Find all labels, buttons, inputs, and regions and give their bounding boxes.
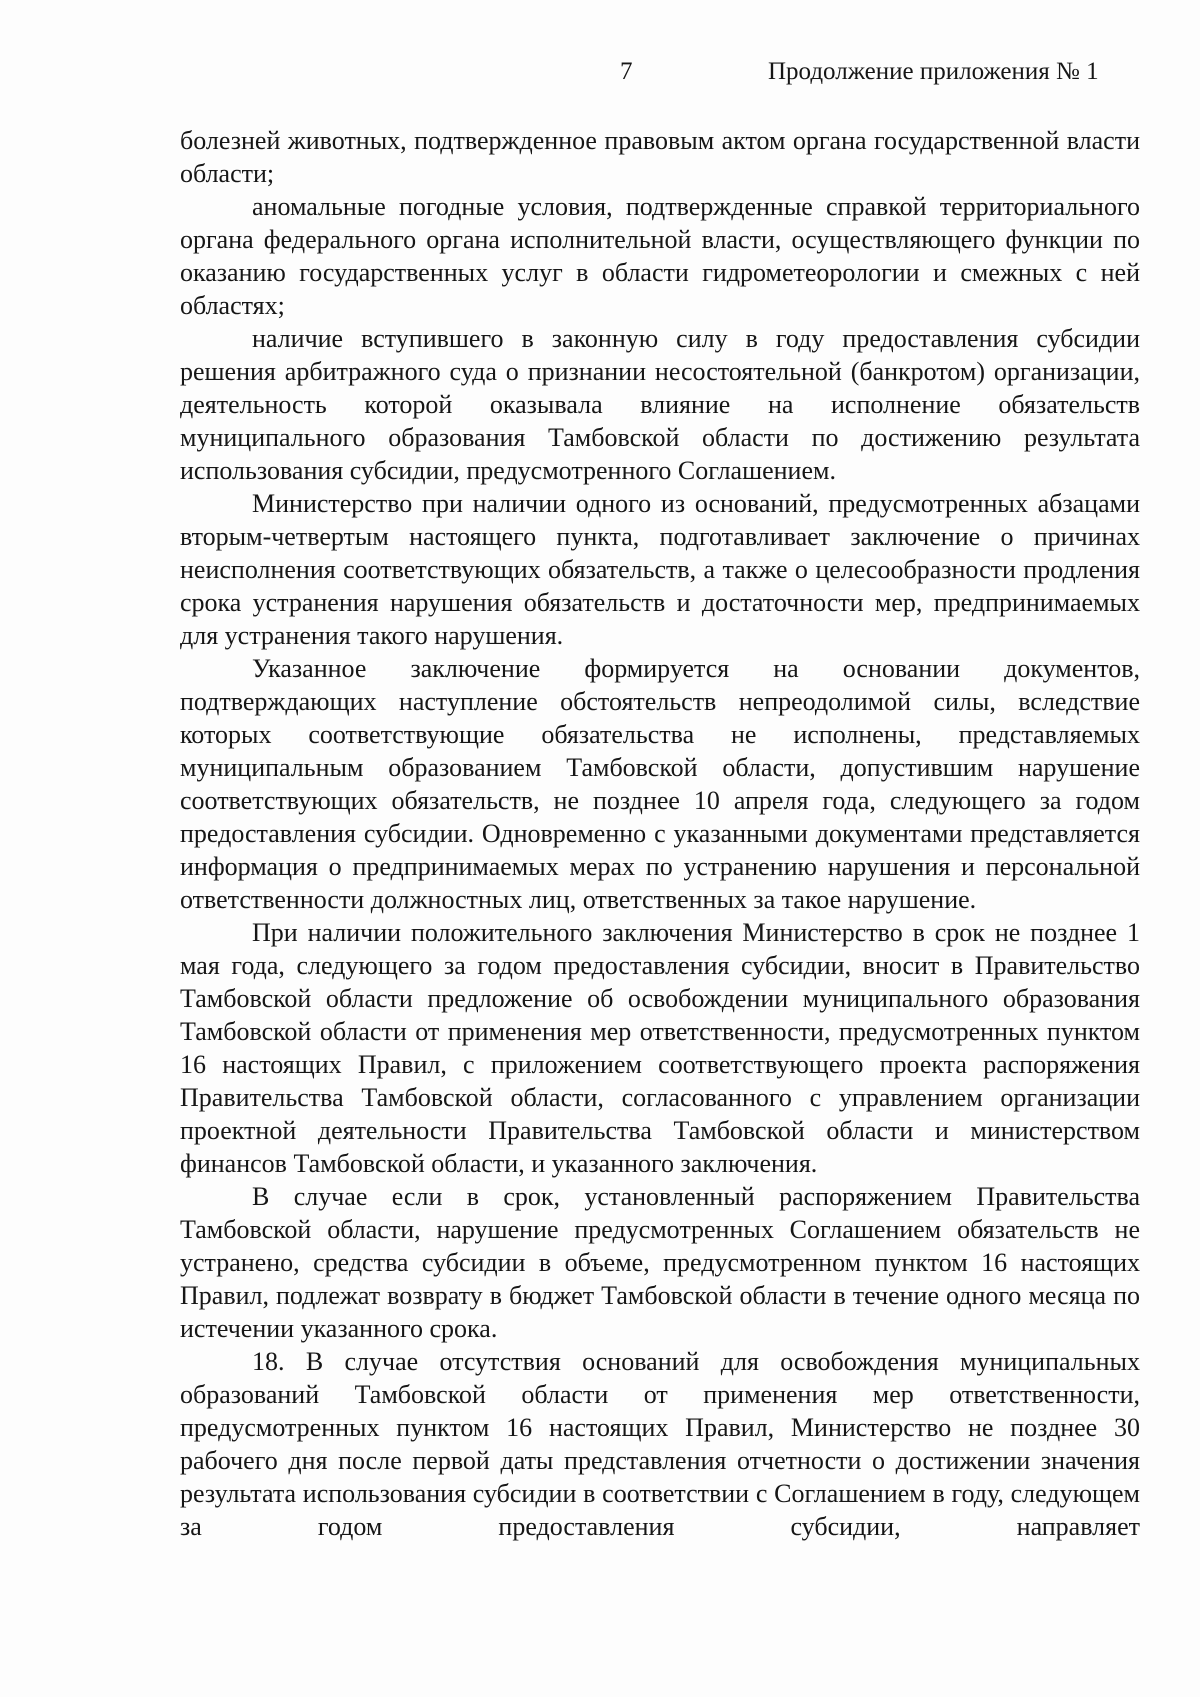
paragraph-2: аномальные погодные условия, подтвержденные справкой территориального органа федерального органа исполнительной власти, осуществляющего функции по оказанию государственных услуг в области гидрометеорологии и смежных с ней областях;	[180, 192, 1140, 320]
paragraph-5: Указанное заключение формируется на основании документов, подтверждающих наступление обстоятельств непреодолимой силы, вследствие которых соответствующие обязательства не исполнены, представляемых муниципальным образованием Тамбовской области, допустившим нарушение соответствующих обязательств, не позднее 10 апреля года, следующего за годом предоставления субсидии. Одновременно с указанными документами представляется информация о предпринимаемых мерах по устранению нарушения и персональной ответственности должностных лиц, ответственных за такое нарушение.	[180, 654, 1140, 914]
paragraph-1: болезней животных, подтвержденное правовым актом органа государственной власти области;	[180, 126, 1140, 188]
document-body	[180, 124, 1140, 1543]
page-number: 7	[620, 58, 633, 85]
continuation-label: Продолжение приложения № 1	[768, 58, 1099, 85]
paragraph-3: наличие вступившего в законную силу в году предоставления субсидии решения арбитражного суда о признании несостоятельной (банкротом) организации, деятельность которой оказывала влияние на исполнение обязательств муниципального образования Тамбовской области по достижению результата использования субсидии, предусмотренного Соглашением.	[180, 324, 1140, 485]
paragraph-6: При наличии положительного заключения Министерство в срок не позднее 1 мая года, следующего за годом предоставления субсидии, вносит в Правительство Тамбовской области предложение об освобождении муниципального образования Тамбовской области от применения мер ответственности, предусмотренных пунктом 16 настоящих Правил, с приложением соответствующего проекта распоряжения Правительства Тамбовской области, согласованного с управлением организации проектной деятельности Правительства Тамбовской области и министерством финансов Тамбовской области, и указанного заключения.	[180, 918, 1140, 1178]
paragraph-4: Министерство при наличии одного из оснований, предусмотренных абзацами вторым-четвертым настоящего пункта, подготавливает заключение о причинах неисполнения соответствующих обязательств, а также о целесообразности продления срока устранения нарушения обязательств и достаточности мер, предпринимаемых для устранения такого нарушения.	[180, 489, 1140, 650]
paragraph-7: В случае если в срок, установленный распоряжением Правительства Тамбовской области, нарушение предусмотренных Соглашением обязательств не устранено, средства субсидии в объеме, предусмотренном пунктом 16 настоящих Правил, подлежат возврату в бюджет Тамбовской области в течение одного месяца по истечении указанного срока.	[180, 1182, 1140, 1343]
page-header	[0, 56, 1200, 96]
paragraph-8: 18. В случае отсутствия оснований для освобождения муниципальных образований Тамбовской области от применения мер ответственности, предусмотренных пунктом 16 настоящих Правил, Министерство не позднее 30 рабочего дня после первой даты представления отчетности о достижении значения результата использования субсидии в соответствии с Соглашением в году, следующем за годом предоставления субсидии, направляет	[180, 1347, 1140, 1541]
